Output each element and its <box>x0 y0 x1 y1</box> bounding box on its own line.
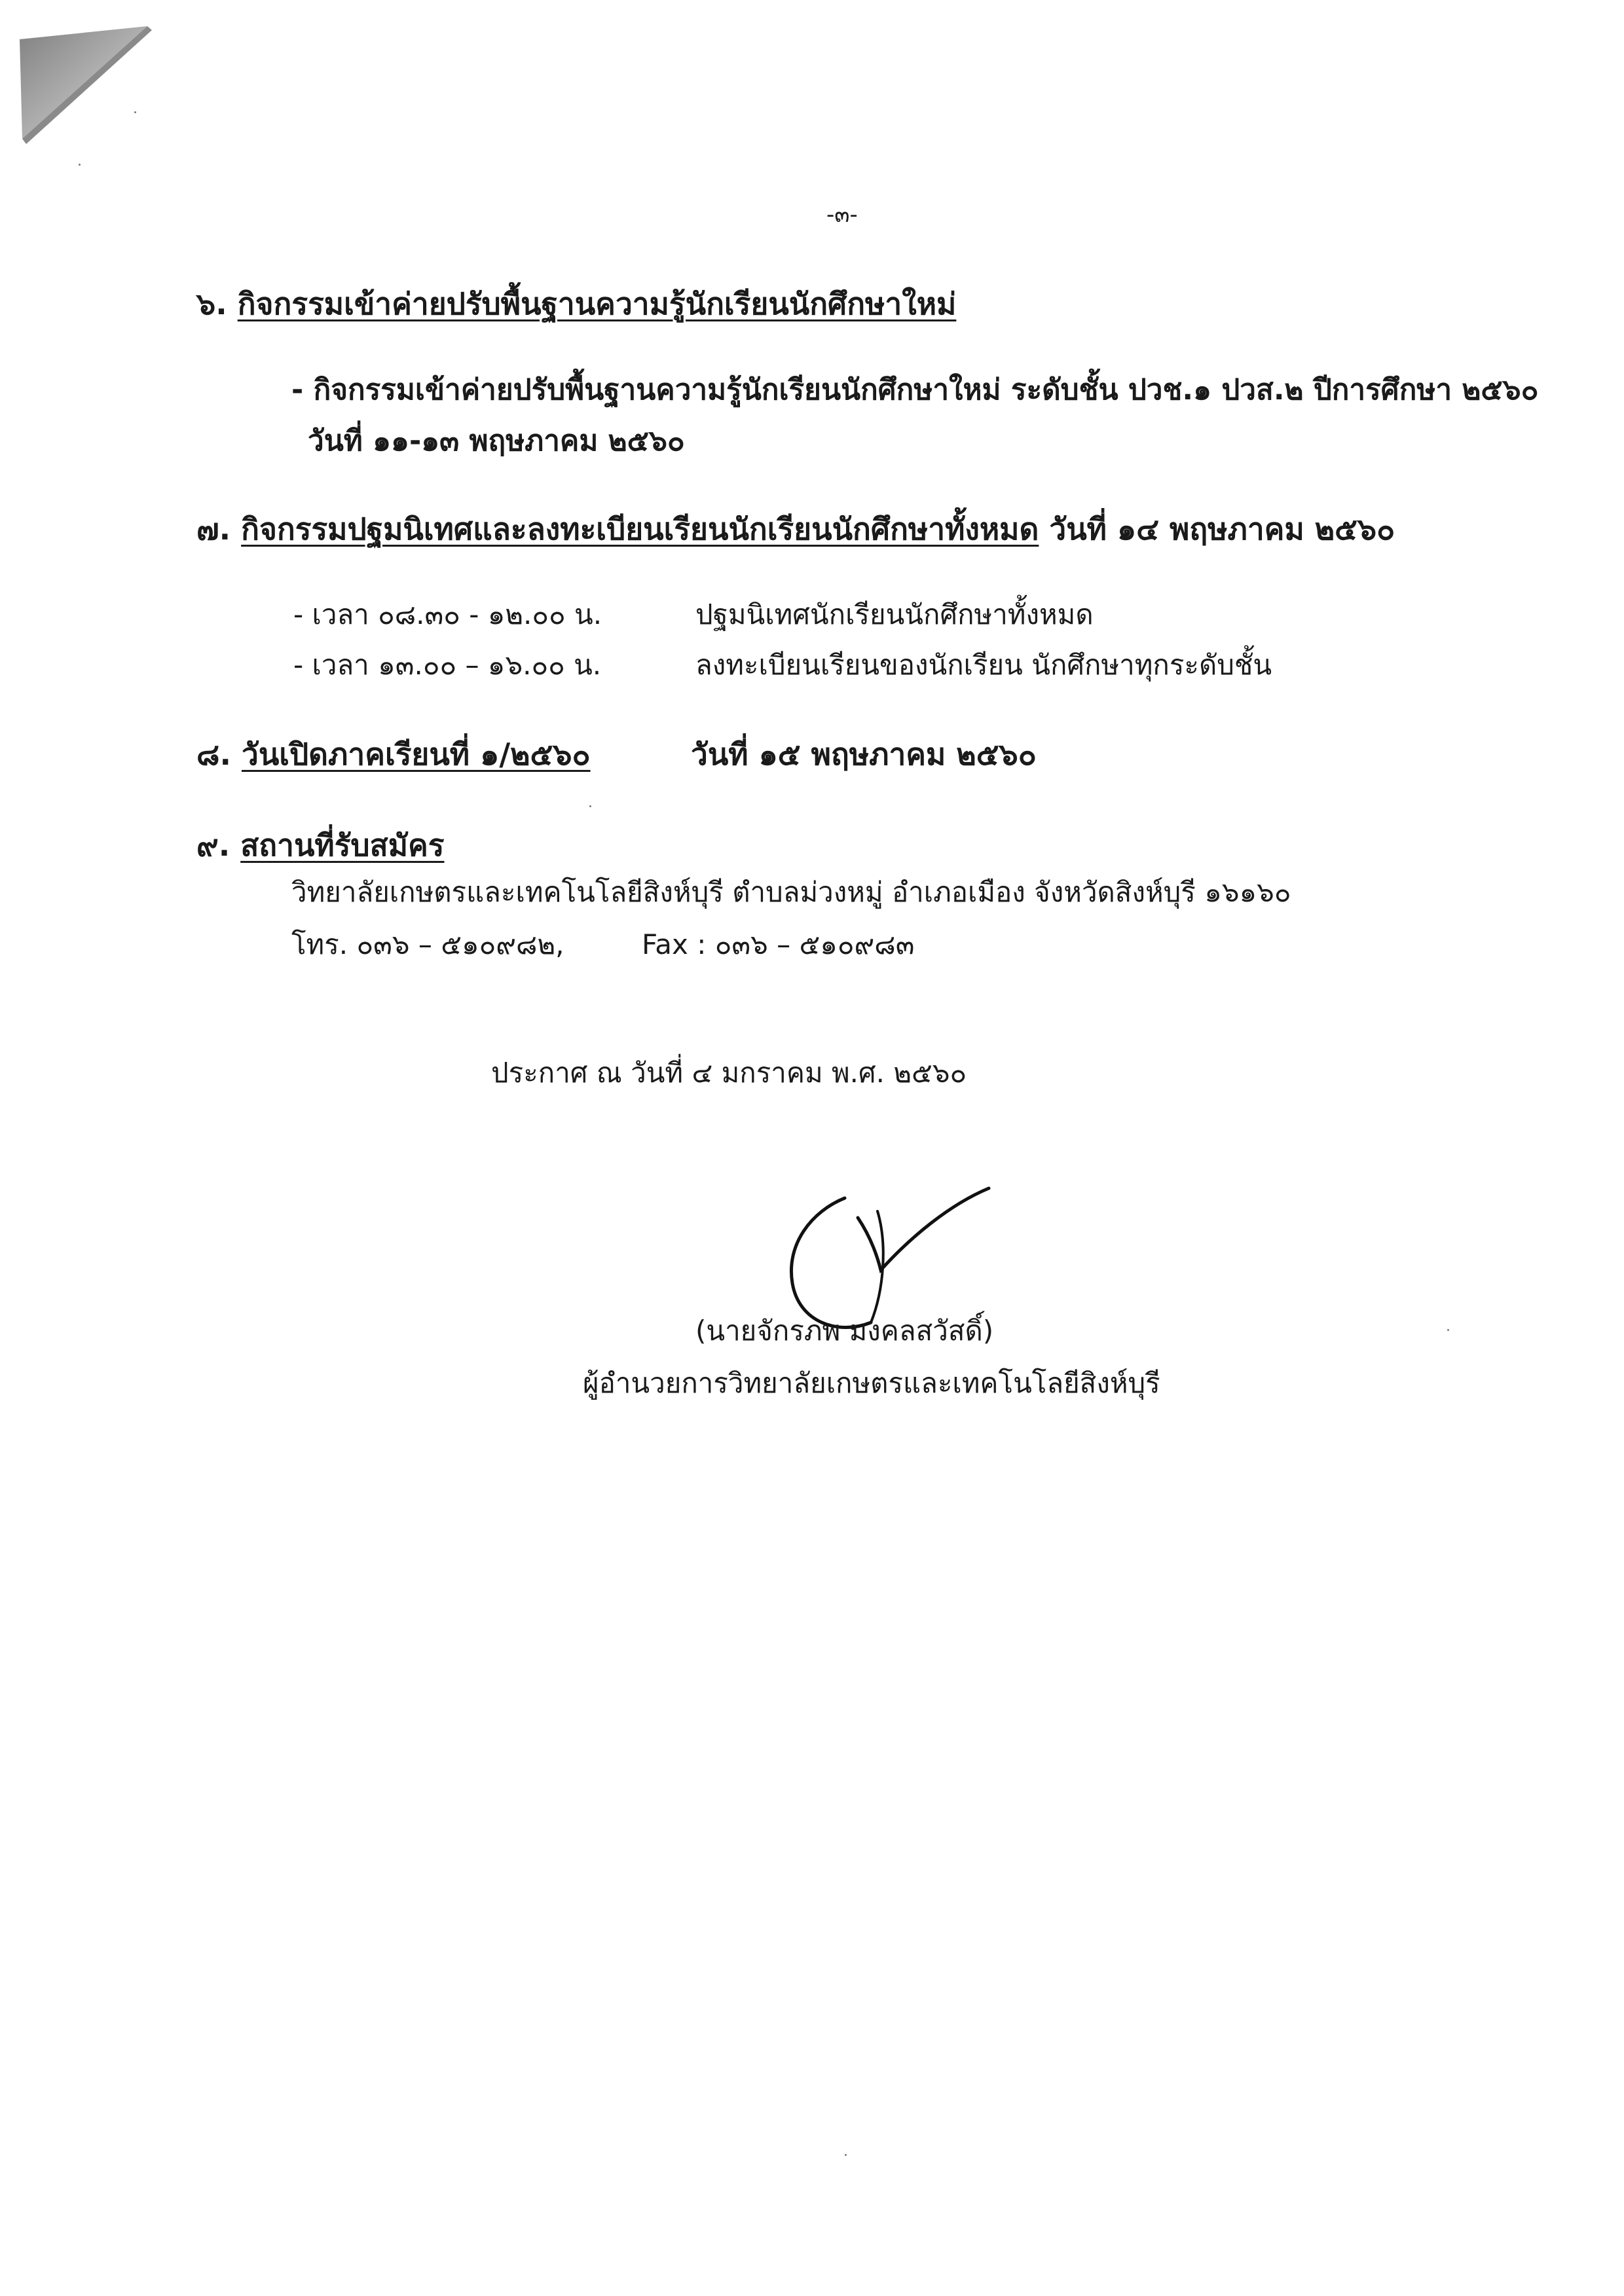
schedule-activity-1: ปฐมนิเทศนักเรียนนักศึกษาทั้งหมด <box>695 598 1094 630</box>
section6-detail-line1: - กิจกรรมเข้าค่ายปรับพื้นฐานความรู้นักเรียนนักศึกษาใหม่ ระดับชั้น ปวช.๑ ปวส.๒ ปีการศึกษา ๒๕๖๐ <box>291 373 1539 407</box>
page-number: -๓- <box>826 202 858 228</box>
section7-heading <box>196 505 1395 553</box>
section9-title: สถานที่รับสมัคร <box>240 828 445 863</box>
college-fax: Fax : ๐๓๖ – ๕๑๐๙๘๓ <box>642 928 915 960</box>
section8-number: ๘. <box>196 737 231 772</box>
scan-speck <box>79 164 81 166</box>
section9-heading <box>196 822 445 869</box>
folded-corner-scan-artifact <box>0 0 157 157</box>
section7-title: กิจกรรมปฐมนิเทศและลงทะเบียนเรียนนักเรียนนักศึกษาทั้งหมด <box>241 511 1039 547</box>
schedule-activity-2: ลงทะเบียนเรียนของนักเรียน นักศึกษาทุกระดับชั้น <box>695 649 1272 681</box>
signatory-name: (นายจักรภพ มงคลสวัสดิ์) <box>695 1315 994 1347</box>
section6-heading <box>196 280 956 328</box>
section6-detail-line2: วันที่ ๑๑-๑๓ พฤษภาคม ๒๕๖๐ <box>308 424 685 458</box>
signatory-position: ผู้อำนวยการวิทยาลัยเกษตรและเทคโนโลยีสิงห์บุรี <box>583 1367 1160 1399</box>
section6-title: กิจกรรมเข้าค่ายปรับพื้นฐานความรู้นักเรียนนักศึกษาใหม่ <box>237 286 957 321</box>
schedule-time-1: - เวลา ๐๘.๓๐ - ๑๒.๐๐ น. <box>293 598 602 630</box>
section7-date: วันที่ ๑๔ พฤษภาคม ๒๕๖๐ <box>1049 511 1395 547</box>
college-phone: โทร. ๐๓๖ – ๕๑๐๙๘๒, <box>291 928 564 960</box>
section8-date: วันที่ ๑๕ พฤษภาคม ๒๕๖๐ <box>691 737 1037 772</box>
schedule-time-2: - เวลา ๑๓.๐๐ – ๑๖.๐๐ น. <box>293 649 602 681</box>
scan-speck <box>845 2154 847 2156</box>
section8-heading <box>196 731 591 778</box>
scan-speck <box>1447 1329 1449 1331</box>
scan-speck <box>589 805 591 807</box>
college-address: วิทยาลัยเกษตรและเทคโนโลยีสิงห์บุรี ตำบลม่วงหมู่ อำเภอเมือง จังหวัดสิงห์บุรี ๑๖๑๖๐ <box>291 876 1291 908</box>
section9-number: ๙. <box>196 828 231 863</box>
section8-title: วันเปิดภาคเรียนที่ ๑/๒๕๖๐ <box>241 737 591 772</box>
announcement-date: ประกาศ ณ วันที่ ๔ มกราคม พ.ศ. ๒๕๖๐ <box>491 1057 967 1089</box>
scan-speck <box>134 111 136 113</box>
section6-number: ๖. <box>196 286 227 321</box>
section7-number: ๗. <box>196 511 231 547</box>
